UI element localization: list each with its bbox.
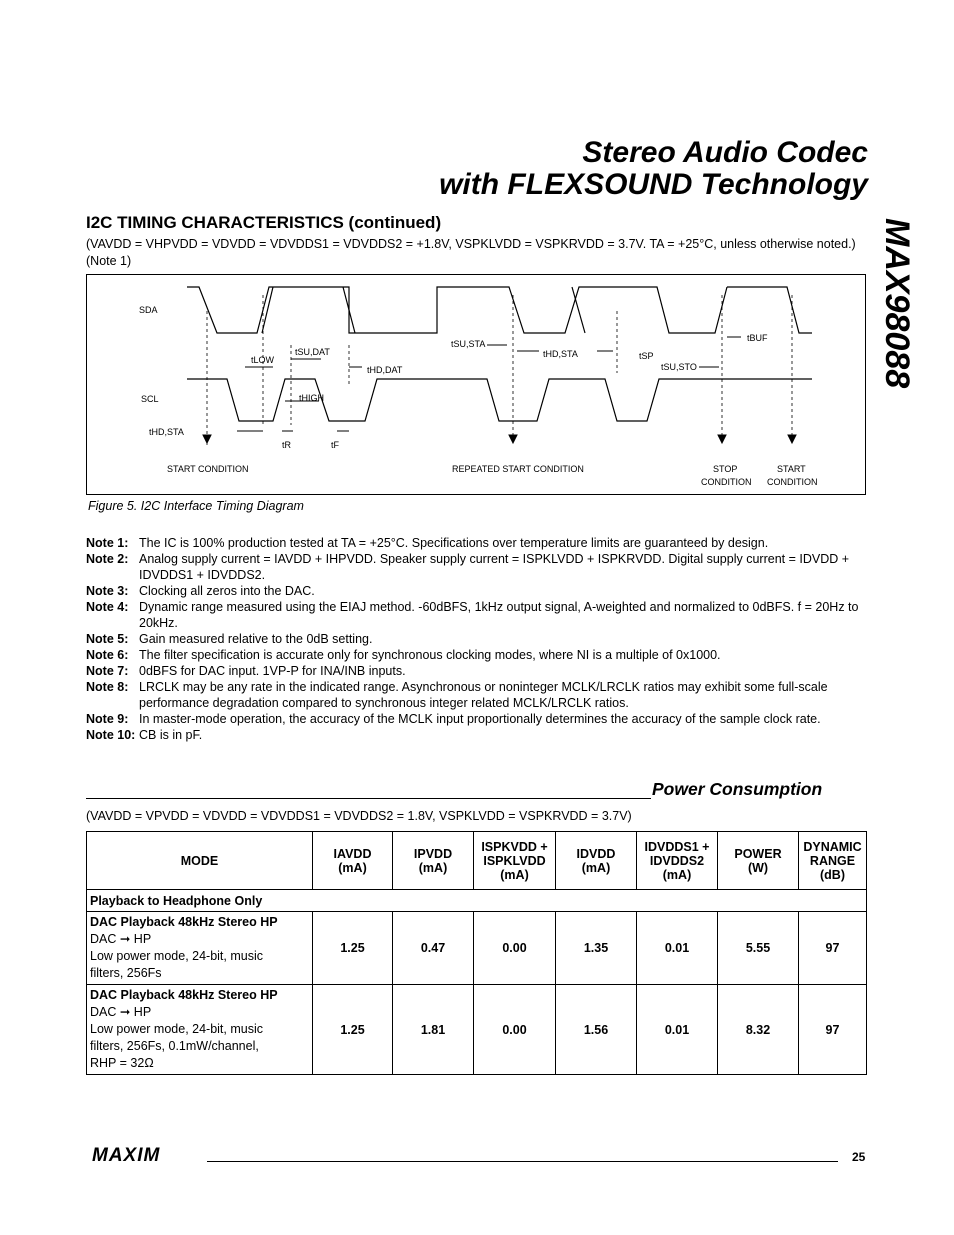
note-key: Note 3:: [86, 584, 129, 598]
section-title: I2C TIMING CHARACTERISTICS (continued): [86, 213, 442, 232]
note-item: [86, 727, 876, 743]
mode-line: filters, 256Fs: [90, 966, 162, 980]
mode-title: DAC Playback 48kHz Stereo HP: [90, 988, 278, 1002]
power-rule: [86, 798, 651, 799]
mode-line: Low power mode, 24-bit, music: [90, 949, 263, 963]
repeated-start-label: REPEATED START CONDITION: [452, 464, 584, 474]
note-key: Note 7:: [86, 664, 129, 678]
sda-waveform-d: [727, 287, 812, 333]
col-idvdds: IDVDDS1 + IDVDDS2 (mA): [637, 832, 718, 890]
maxim-logo: [92, 1146, 202, 1169]
note-key: Note 5:: [86, 632, 129, 646]
value-cell: 1.25: [313, 985, 393, 1075]
col-power: POWER (W): [718, 832, 799, 890]
mode-cell: [87, 985, 313, 1075]
note-text: Gain measured relative to the 0dB setting.: [139, 632, 373, 646]
note-key: Note 1:: [86, 536, 129, 550]
note-key: Note 2:: [86, 552, 129, 566]
note-text: Analog supply current = IAVDD + IHPVDD. Speaker supply current = ISPKLVDD + ISPKRVDD. Digital supply current = IDVDD + IDVDDS1 + IDVDDS2.: [139, 552, 850, 582]
t-hd-dat-label: tHD,DAT: [367, 365, 403, 375]
value-cell: 1.81: [393, 985, 474, 1075]
doc-title-line1: Stereo Audio Codec: [582, 136, 868, 169]
start2-label-2: CONDITION: [767, 477, 818, 487]
note-key: Note 10:: [86, 728, 136, 742]
note-item: [86, 535, 876, 551]
value-cell: 0.00: [474, 912, 556, 985]
t-su-dat-label: tSU,DAT: [295, 347, 330, 357]
table-header-row: [87, 832, 867, 890]
note-item: [86, 599, 876, 631]
power-title: Power Consumption: [652, 779, 823, 799]
t-r-label: tR: [282, 440, 291, 450]
value-cell: 0.01: [637, 985, 718, 1075]
value-cell: 1.35: [556, 912, 637, 985]
sda-label: SDA: [139, 305, 158, 315]
value-cell: 5.55: [718, 912, 799, 985]
col-idvdd: IDVDD (mA): [556, 832, 637, 890]
t-high-label: tHIGH: [299, 393, 325, 403]
note-key: Note 6:: [86, 648, 129, 662]
note-text: In master-mode operation, the accuracy of the MCLK input proportionally determines the accuracy of the sample clock rate.: [139, 712, 821, 726]
note-text: LRCLK may be any rate in the indicated range. Asynchronous or noninteger MCLK/LRCLK ratios may exhibit some full-scale performance degradation compared to synchronous integer related MCLK/LRCLK ratios.: [139, 680, 828, 710]
stop-label-1: STOP: [713, 464, 738, 474]
footer-rule: [207, 1161, 838, 1162]
timing-arrows: [203, 337, 796, 443]
mode-cell: [87, 912, 313, 985]
start-condition-label: START CONDITION: [167, 464, 249, 474]
figure-caption: Figure 5. I2C Interface Timing Diagram: [88, 499, 304, 513]
note-item: [86, 551, 876, 583]
t-su-sta-label: tSU,STA: [451, 339, 486, 349]
value-cell: 0.01: [637, 912, 718, 985]
note-item: [86, 583, 876, 599]
mode-line: Low power mode, 24-bit, music: [90, 1022, 263, 1036]
conditions-line2: (Note 1): [86, 254, 132, 268]
conditions-line1: (VAVDD = VHPVDD = VDVDD = VDVDDS1 = VDVDDS2 = +1.8V, VSPKLVDD = VSPKRVDD = 3.7V. TA = +25°C, unless otherwise noted.): [86, 237, 856, 251]
scl-waveform: [187, 379, 812, 421]
stop-label-2: CONDITION: [701, 477, 752, 487]
value-cell: 1.25: [313, 912, 393, 985]
col-mode: MODE: [87, 832, 313, 890]
power-conditions: (VAVDD = VPVDD = VDVDD = VDVDDS1 = VDVDDS2 = 1.8V, VSPKLVDD = VSPKRVDD = 3.7V): [86, 809, 632, 823]
doc-title-line2: with FLEXSOUND Technology: [439, 168, 868, 201]
col-iavdd: IAVDD (mA): [313, 832, 393, 890]
power-table-wrap: [86, 831, 867, 1075]
note-item: [86, 711, 876, 727]
table-row: [87, 912, 867, 985]
t-low-label: tLOW: [251, 355, 275, 365]
note-text: 0dBFS for DAC input. 1VP-P for INA/INB inputs.: [139, 664, 406, 678]
table-group-row: [87, 890, 867, 912]
note-item: [86, 647, 876, 663]
logo-text: MAXIM: [92, 1146, 161, 1164]
t-su-sto-label: tSU,STO: [661, 362, 697, 372]
note-item: [86, 679, 876, 711]
mode-line: filters, 256Fs, 0.1mW/channel,: [90, 1039, 259, 1053]
notes-list: [86, 535, 876, 743]
scl-label: SCL: [141, 394, 159, 404]
col-dynamic-range: DYNAMIC RANGE (dB): [799, 832, 867, 890]
note-text: CB is in pF.: [139, 728, 203, 742]
col-ispk: ISPKVDD + ISPKLVDD (mA): [474, 832, 556, 890]
value-cell: 0.00: [474, 985, 556, 1075]
note-item: [86, 631, 876, 647]
col-ipvdd: IPVDD (mA): [393, 832, 474, 890]
table-row: [87, 985, 867, 1075]
power-table: [86, 831, 867, 1075]
note-text: The IC is 100% production tested at TA = +25°C. Specifications over temperature limits are guaranteed by design.: [139, 536, 769, 550]
start2-label-1: START: [777, 464, 806, 474]
value-cell: 1.56: [556, 985, 637, 1075]
value-cell: 97: [799, 912, 867, 985]
maxim-logo-icon: [92, 1146, 202, 1164]
t-sp-label: tSP: [639, 351, 654, 361]
page-number: 25: [852, 1150, 866, 1164]
mode-title: DAC Playback 48kHz Stereo HP: [90, 915, 278, 929]
part-number: MAX98088: [878, 218, 916, 389]
note-item: [86, 663, 876, 679]
mode-line: DAC ➞ HP: [90, 1005, 152, 1019]
note-text: The filter specification is accurate only for synchronous clocking modes, where NI is a multiple of 0x1000.: [139, 648, 721, 662]
guide-lines: [207, 295, 792, 445]
note-key: Note 4:: [86, 600, 129, 614]
timing-diagram: [86, 274, 866, 495]
value-cell: 8.32: [718, 985, 799, 1075]
value-cell: 97: [799, 985, 867, 1075]
note-key: Note 9:: [86, 712, 129, 726]
mode-line: DAC ➞ HP: [90, 932, 152, 946]
sda-waveform-e: [572, 287, 585, 333]
value-cell: 0.47: [393, 912, 474, 985]
mode-line: RHP = 32Ω: [90, 1056, 154, 1070]
t-hd-sta-label: tHD,STA: [149, 427, 184, 437]
group-label: Playback to Headphone Only: [87, 890, 867, 912]
t-hd-sta-top-label: tHD,STA: [543, 349, 578, 359]
t-buf-label: tBUF: [747, 333, 768, 343]
t-f-label: tF: [331, 440, 339, 450]
timing-diagram-svg: [87, 275, 867, 496]
note-key: Note 8:: [86, 680, 129, 694]
note-text: Dynamic range measured using the EIAJ method. -60dBFS, 1kHz output signal, A-weighted and normalized to 0dBFS. f = 20Hz to 20kHz.: [139, 600, 859, 630]
note-text: Clocking all zeros into the DAC.: [139, 584, 315, 598]
